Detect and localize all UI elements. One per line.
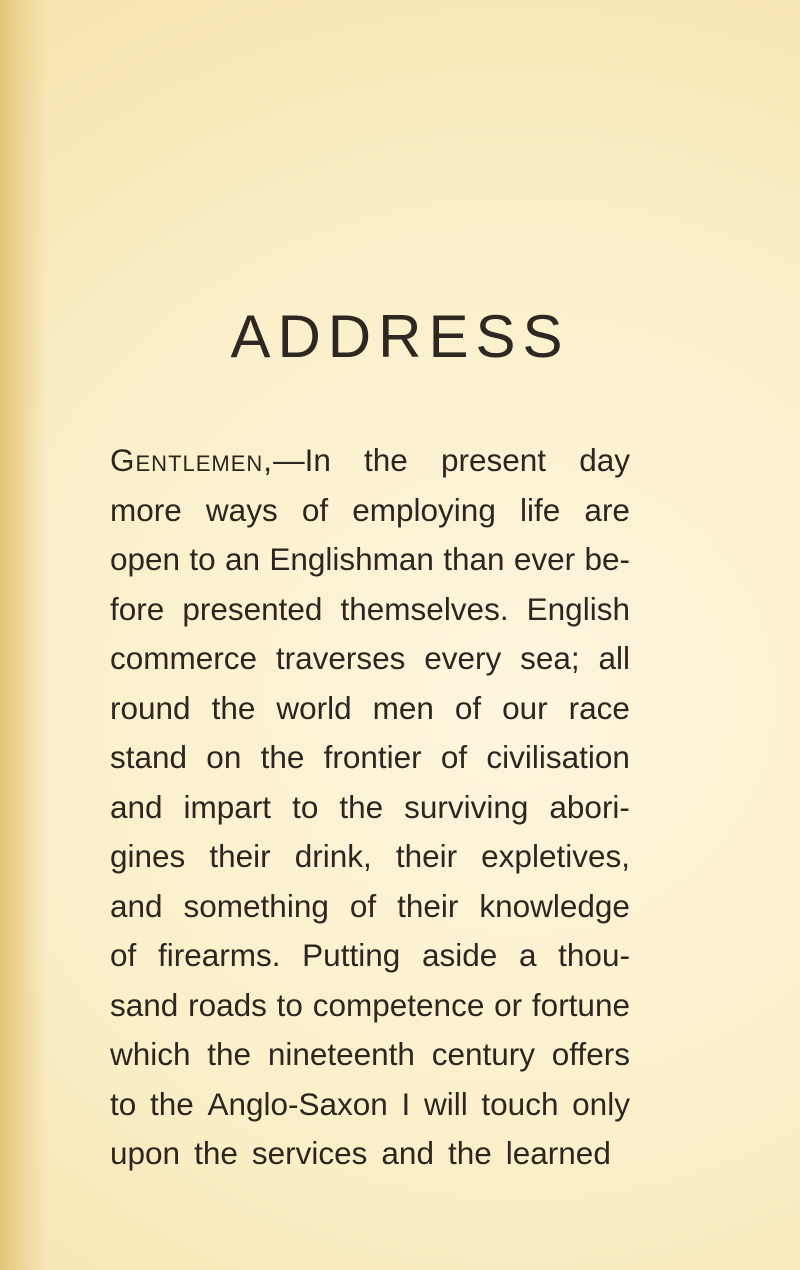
word: our xyxy=(502,689,548,726)
word: the xyxy=(447,1135,492,1171)
word: their xyxy=(397,887,459,924)
word: civilisation xyxy=(486,739,630,775)
word: which xyxy=(110,1036,191,1072)
word: upon xyxy=(110,1135,181,1171)
page-title: ADDRESS xyxy=(230,303,570,370)
word: all xyxy=(598,640,630,676)
word: abori- xyxy=(549,788,630,825)
word: I xyxy=(401,1085,411,1122)
word: the xyxy=(194,1135,238,1171)
word: of xyxy=(454,689,482,726)
page-edge-shadow xyxy=(0,0,48,1270)
text-line xyxy=(110,634,630,684)
word: will xyxy=(423,1085,468,1122)
word: their xyxy=(395,838,458,874)
text-line xyxy=(110,981,630,1031)
word: knowledge xyxy=(479,887,630,924)
word: nineteenth xyxy=(267,1036,415,1072)
word: aside xyxy=(421,937,498,973)
word: English xyxy=(526,590,630,627)
text-line xyxy=(110,733,630,783)
word: fore xyxy=(110,590,165,627)
word: or xyxy=(494,986,523,1023)
word: commerce xyxy=(110,640,258,676)
word: round xyxy=(110,689,191,726)
word: present xyxy=(440,442,547,478)
word: men xyxy=(372,689,434,726)
word: open xyxy=(110,541,181,577)
word: every xyxy=(424,640,502,676)
word: gines xyxy=(110,838,186,874)
word: competence xyxy=(312,986,485,1023)
word: surviving xyxy=(404,788,529,825)
word: offers xyxy=(551,1036,630,1072)
word: life xyxy=(520,491,561,528)
word: to xyxy=(110,1085,137,1122)
text-line xyxy=(110,1129,630,1179)
word: stand xyxy=(110,739,188,775)
word: race xyxy=(568,689,630,726)
word: firearms. xyxy=(157,937,281,973)
word: ways xyxy=(205,491,278,528)
word: traverses xyxy=(275,640,406,676)
word: sand xyxy=(110,986,179,1023)
word: a xyxy=(518,937,537,973)
word: more xyxy=(110,491,182,528)
word: thou- xyxy=(558,937,630,973)
word: the xyxy=(339,788,384,825)
word: services xyxy=(251,1135,368,1171)
word: and xyxy=(381,1135,434,1171)
text-line xyxy=(110,486,630,536)
word: on xyxy=(206,739,242,775)
word: Englishman xyxy=(269,541,434,577)
text-line xyxy=(110,585,630,635)
word: Putting xyxy=(302,937,401,973)
word: to xyxy=(189,541,216,577)
word: of xyxy=(110,937,137,973)
word: employing xyxy=(352,491,496,528)
text-line xyxy=(110,1030,630,1080)
word: the xyxy=(364,442,408,478)
word: an xyxy=(224,541,261,577)
word: than xyxy=(443,541,505,577)
text-line xyxy=(110,1080,630,1130)
text-line xyxy=(110,684,630,734)
word: —In xyxy=(273,442,331,478)
word: day xyxy=(579,442,630,478)
word: expletives, xyxy=(481,838,630,874)
word: to xyxy=(292,788,319,825)
text-line xyxy=(110,832,630,882)
word: presented xyxy=(182,590,323,627)
word: drink, xyxy=(294,838,372,874)
word: something xyxy=(183,887,329,924)
word: of xyxy=(301,491,329,528)
word: are xyxy=(584,491,630,528)
word: century xyxy=(431,1036,535,1072)
body-paragraph xyxy=(110,436,630,1179)
word: be- xyxy=(584,541,630,577)
word: world xyxy=(276,689,352,726)
word: to xyxy=(276,986,303,1023)
word: and xyxy=(110,887,163,924)
word: learned xyxy=(505,1135,611,1171)
text-line xyxy=(110,931,630,981)
word: themselves. xyxy=(340,590,509,627)
text-line xyxy=(110,882,630,932)
salutation: Gentlemen, xyxy=(110,442,274,478)
word: the xyxy=(207,1036,252,1072)
text-line xyxy=(110,783,630,833)
word: the xyxy=(149,1085,194,1122)
word: the xyxy=(211,689,256,726)
word: frontier xyxy=(323,739,422,775)
word: of xyxy=(440,739,468,775)
word: ever xyxy=(513,541,576,577)
text-line xyxy=(110,436,630,486)
word: only xyxy=(572,1085,630,1122)
text-line xyxy=(110,535,630,585)
word: fortune xyxy=(531,986,630,1023)
word: impart xyxy=(183,788,272,825)
word: their xyxy=(209,838,271,874)
word: the xyxy=(260,739,305,775)
word: sea; xyxy=(520,640,580,676)
word: Anglo-Saxon xyxy=(207,1085,388,1122)
word: of xyxy=(349,887,377,924)
word: and xyxy=(110,788,163,825)
word: roads xyxy=(188,986,267,1023)
word: touch xyxy=(481,1085,559,1122)
